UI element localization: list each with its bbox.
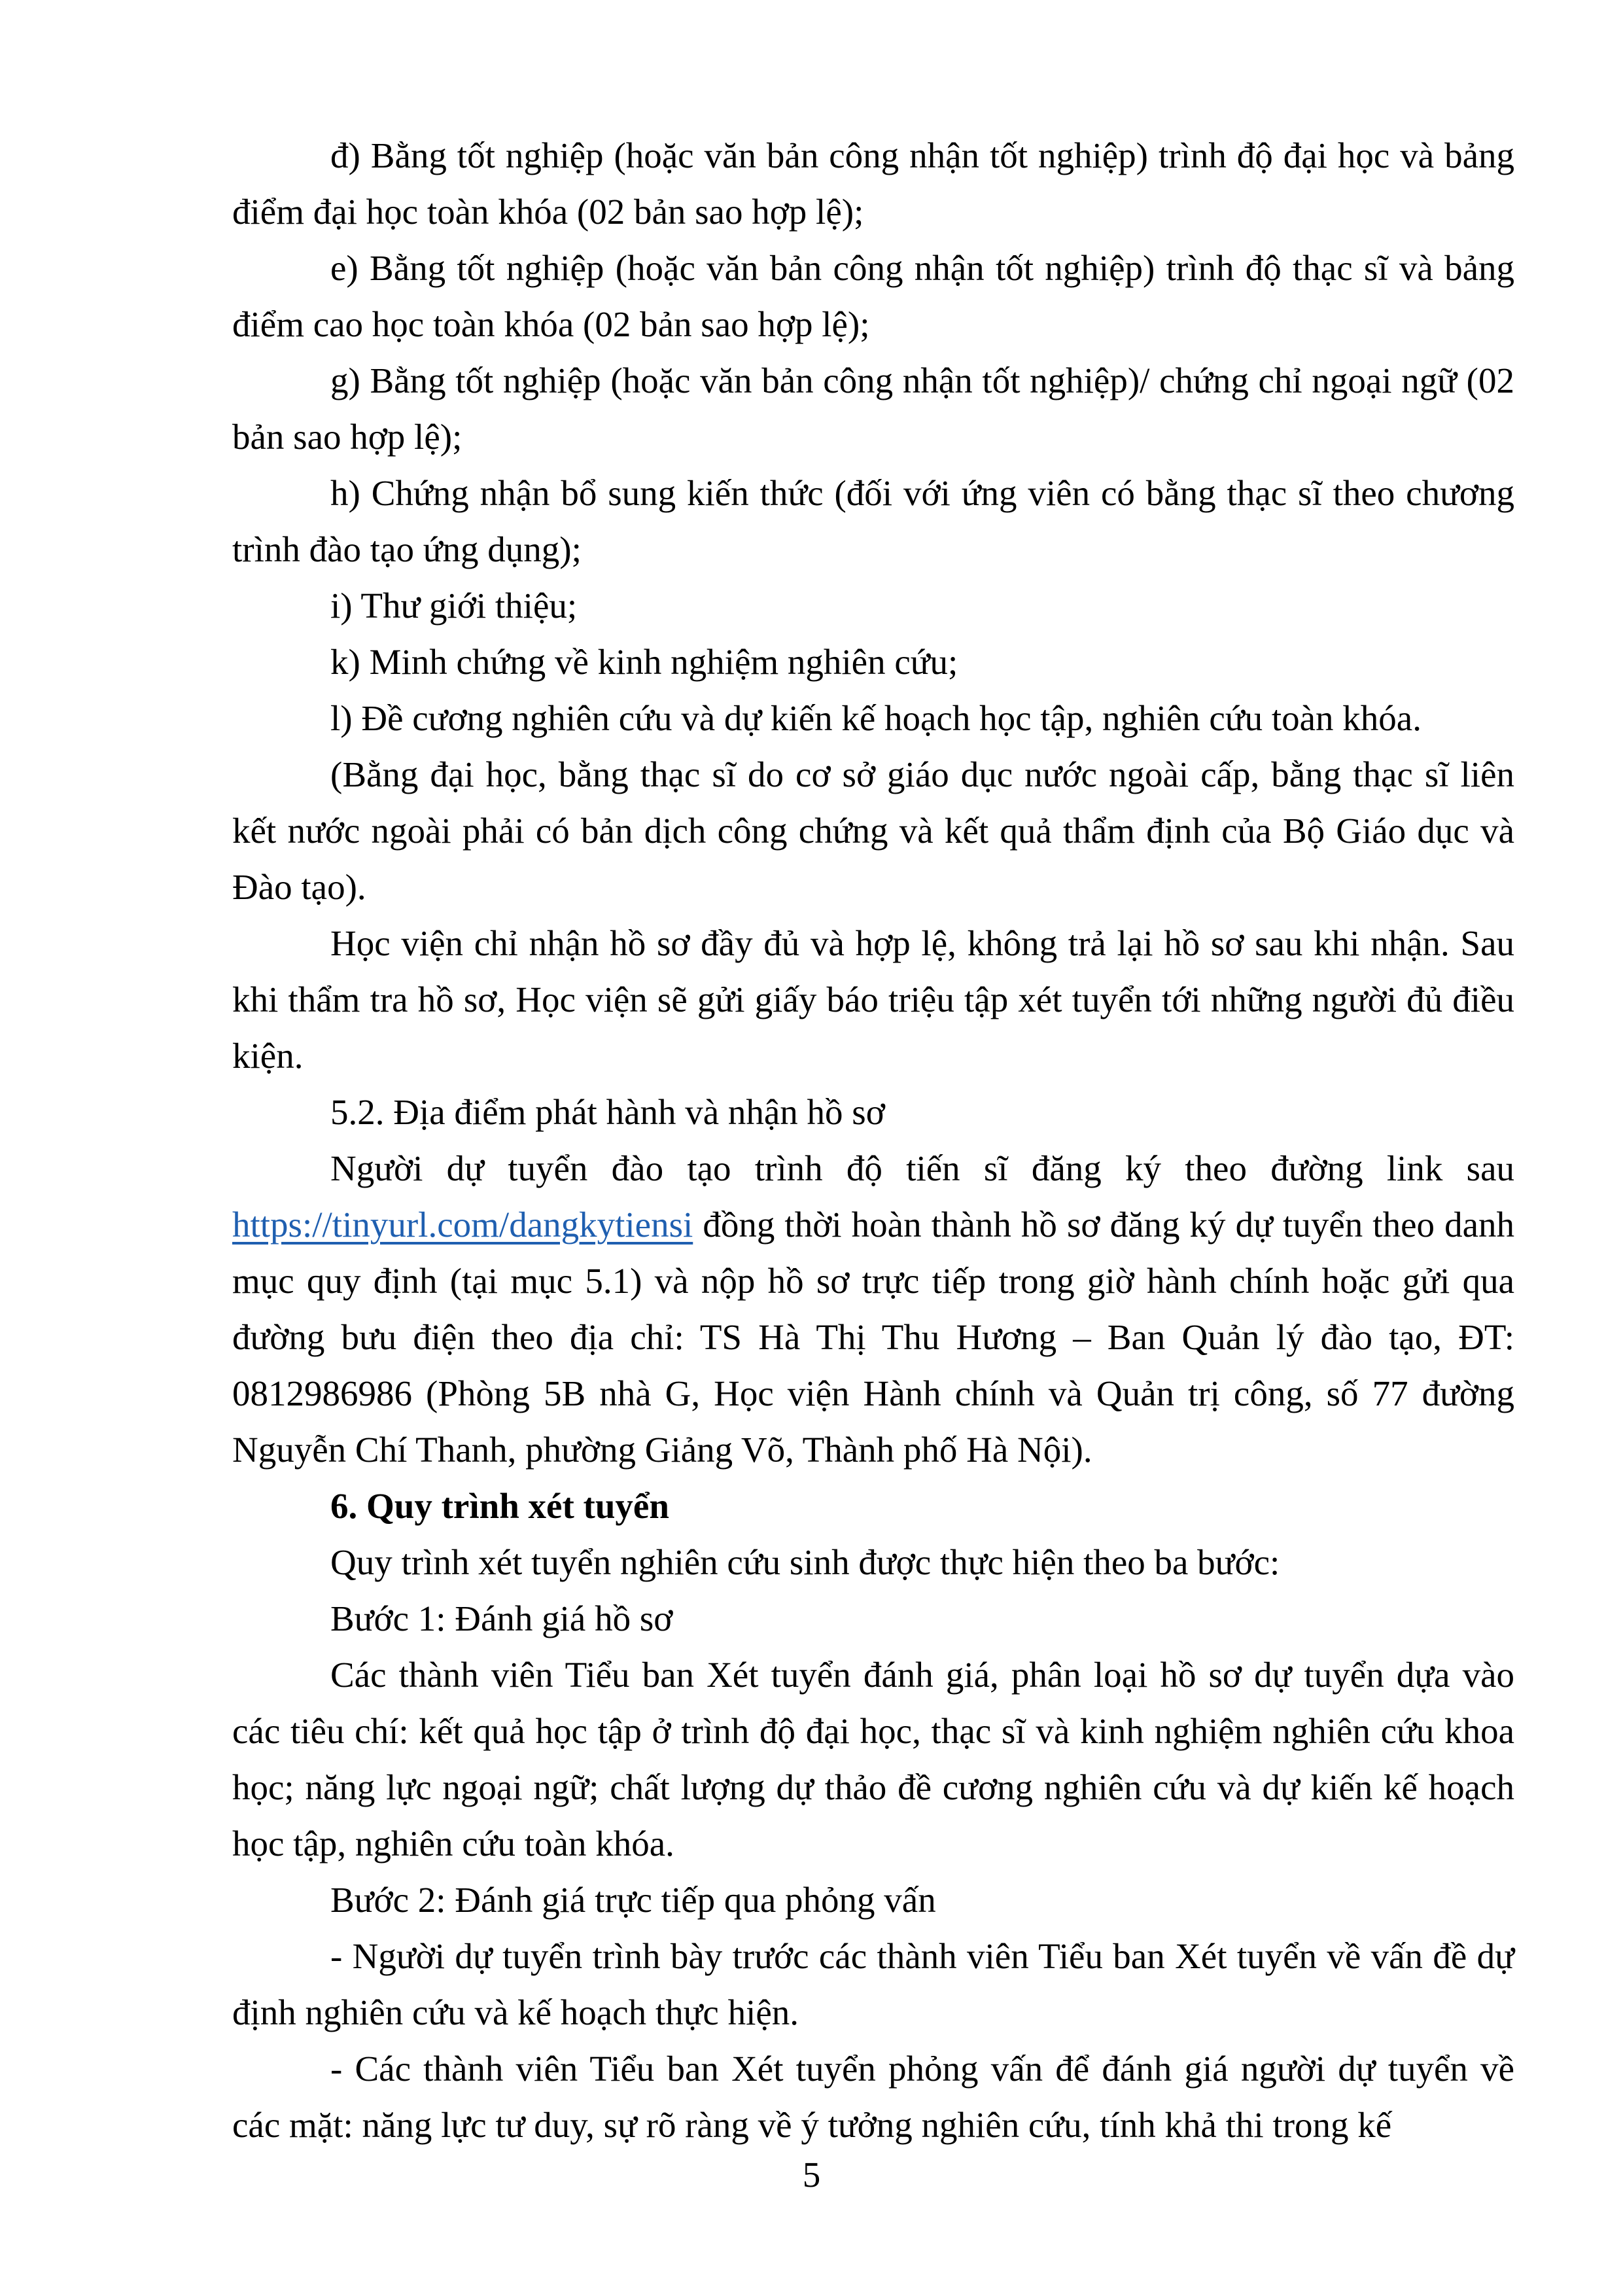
document-body (232, 128, 1514, 2153)
step-2-heading: Bước 2: Đánh giá trực tiếp qua phỏng vấn (330, 1880, 936, 1920)
note-paragraph: (Bằng đại học, bằng thạc sĩ do cơ sở giáo dục nước ngoài cấp, bằng thạc sĩ liên kết nước ngoài phải có bản dịch công chứng và kết quả thẩm định của Bộ Giáo dục và Đào tạo). (232, 754, 1514, 907)
section-6-heading: 6. Quy trình xét tuyển (330, 1486, 669, 1526)
item-i: i) Thư giới thiệu; (330, 586, 578, 626)
registration-link[interactable]: https://tinyurl.com/dangkytiensi (232, 1205, 693, 1245)
section-5-2-heading: 5.2. Địa điểm phát hành và nhận hồ sơ (330, 1092, 885, 1132)
section-5-2-text-before: Người dự tuyển đào tạo trình độ tiến sĩ đăng ký theo đường link sau (330, 1148, 1514, 1188)
accept-paragraph: Học viện chỉ nhận hồ sơ đầy đủ và hợp lệ, không trả lại hồ sơ sau khi nhận. Sau khi thẩm tra hồ sơ, Học viện sẽ gửi giấy báo triệu tập xét tuyển tới những người đủ điều kiện. (232, 923, 1514, 1076)
step-2-item-b: - Các thành viên Tiểu ban Xét tuyển phỏng vấn để đánh giá người dự tuyển về các mặt: năng lực tư duy, sự rõ ràng về ý tưởng nghiên cứu, tính khả thi trong kế (232, 2049, 1514, 2145)
section-5-2-text-after: đồng thời hoàn thành hồ sơ đăng ký dự tuyển theo danh mục quy định (tại mục 5.1) và nộp hồ sơ trực tiếp trong giờ hành chính hoặc gửi qua đường bưu điện theo địa chỉ: TS Hà Thị Thu Hương – Ban Quản lý đào tạo, ĐT: 0812986986 (Phòng 5B nhà G, Học viện Hành chính và Quản trị công, số 77 đường Nguyễn Chí Thanh, phường Giảng Võ, Thành phố Hà Nội). (232, 1205, 1514, 1470)
page-number: 5 (802, 2155, 821, 2195)
item-h: h) Chứng nhận bổ sung kiến thức (đối với ứng viên có bằng thạc sĩ theo chương trình đào tạo ứng dụng); (232, 473, 1514, 569)
section-5-2-body (232, 1140, 1514, 1478)
item-e: e) Bằng tốt nghiệp (hoặc văn bản công nhận tốt nghiệp) trình độ thạc sĩ và bảng điểm cao học toàn khóa (02 bản sao hợp lệ); (232, 248, 1514, 344)
item-l: l) Đề cương nghiên cứu và dự kiến kế hoạch học tập, nghiên cứu toàn khóa. (330, 698, 1422, 738)
item-d: đ) Bằng tốt nghiệp (hoặc văn bản công nhận tốt nghiệp) trình độ đại học và bảng điểm đại học toàn khóa (02 bản sao hợp lệ); (232, 135, 1514, 232)
step-1-heading: Bước 1: Đánh giá hồ sơ (330, 1598, 673, 1638)
item-k: k) Minh chứng về kinh nghiệm nghiên cứu; (330, 642, 958, 682)
step-2-item-a: - Người dự tuyển trình bày trước các thành viên Tiểu ban Xét tuyển về vấn đề dự định nghiên cứu và kế hoạch thực hiện. (232, 1936, 1514, 2032)
item-g: g) Bằng tốt nghiệp (hoặc văn bản công nhận tốt nghiệp)/ chứng chỉ ngoại ngữ (02 bản sao hợp lệ); (232, 361, 1514, 457)
step-1-body: Các thành viên Tiểu ban Xét tuyển đánh giá, phân loại hồ sơ dự tuyển dựa vào các tiêu chí: kết quả học tập ở trình độ đại học, thạc sĩ và kinh nghiệm nghiên cứu khoa học; năng lực ngoại ngữ; chất lượng dự thảo đề cương nghiên cứu và dự kiến kế hoạch học tập, nghiên cứu toàn khóa. (232, 1655, 1514, 1863)
section-6-intro: Quy trình xét tuyển nghiên cứu sinh được thực hiện theo ba bước: (330, 1542, 1280, 1582)
